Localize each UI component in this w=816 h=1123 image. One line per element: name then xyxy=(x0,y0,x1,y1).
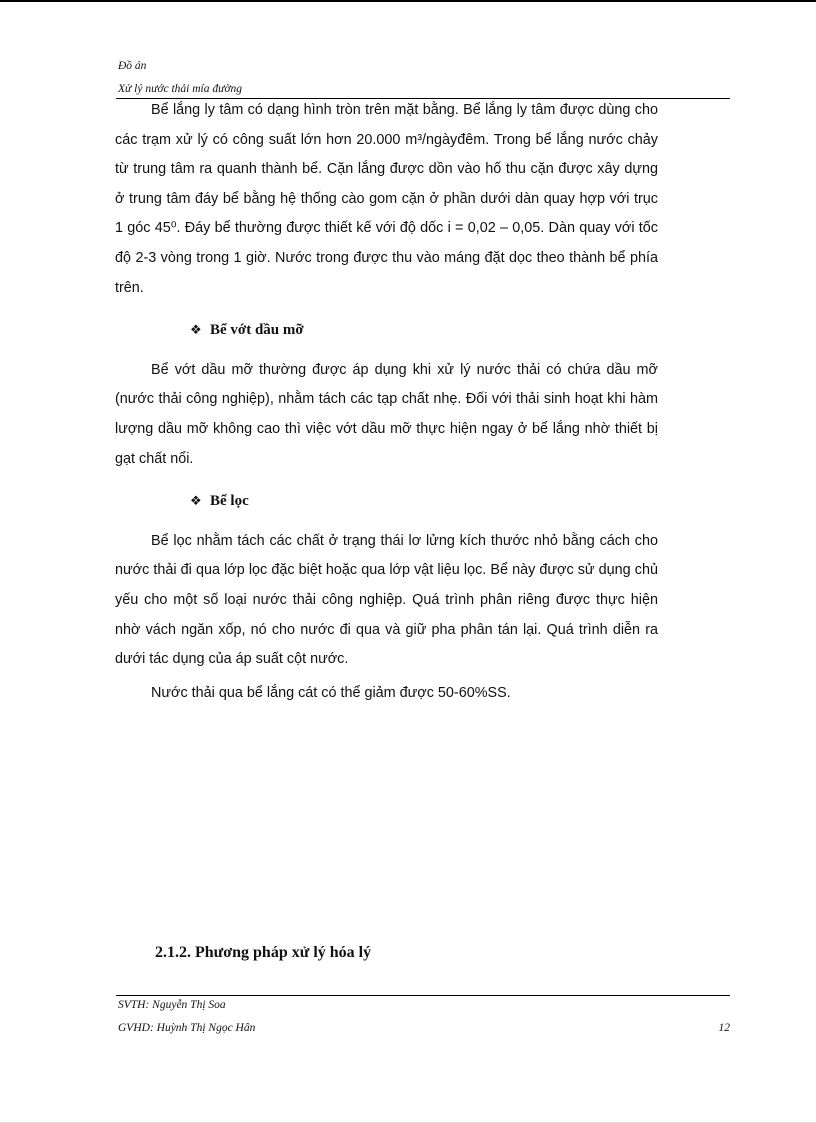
paragraph-sand-trap: Nước thải qua bể lắng cát có thể giảm được 50-60%SS. xyxy=(151,684,511,701)
subheading-grease-trap-label: Bể vớt dầu mỡ xyxy=(210,322,304,339)
top-border xyxy=(0,0,816,2)
header-title: Đồ án xyxy=(118,60,147,72)
document-body xyxy=(115,96,658,708)
footer-advisor: GVHD: Huỳnh Thị Ngọc Hân xyxy=(118,1022,256,1034)
page-header xyxy=(118,60,730,96)
section-heading: 2.1.2. Phương pháp xử lý hóa lý xyxy=(155,944,372,961)
page-footer xyxy=(118,999,730,1035)
footer-student: SVTH: Nguyễn Thị Soa xyxy=(118,999,226,1011)
subheading-grease-trap xyxy=(115,315,658,346)
diamond-bullet-icon: ❖ xyxy=(190,493,202,509)
page-number: 12 xyxy=(718,1022,730,1034)
paragraph-centrifugal-settling: Bể lắng ly tâm có dạng hình tròn trên mặt bằng. Bể lắng ly tâm được dùng cho các trạm xử lý có công suất lớn hơn 20.000 m³/ngàyđêm. Trong bể lắng nước chảy từ trung tâm ra quanh thành bể. Cặn lắng được dồn vào hố thu cặn được xây dựng ở trung tâm đáy bể bằng hệ thống cào gom cặn ở phần dưới dàn quay hợp với trục 1 góc 45⁰. Đáy bể thường được thiết kế với độ dốc i = 0,02 – 0,05. Dàn quay với tốc độ 2-3 vòng trong 1 giờ. Nước trong được thu vào máng đặt dọc theo thành bể phía trên. xyxy=(115,102,658,296)
header-subtitle: Xử lý nước thải mía đường xyxy=(118,83,243,95)
footer-divider xyxy=(116,995,730,996)
subheading-filter-tank-label: Bể lọc xyxy=(210,493,249,510)
diamond-bullet-icon: ❖ xyxy=(190,322,202,338)
paragraph-filter-tank: Bể lọc nhằm tách các chất ở trạng thái lơ lửng kích thước nhỏ bằng cách cho nước thải đi qua lớp lọc đặc biệt hoặc qua lớp vật liệu lọc. Bể này được sử dụng chủ yếu cho một số loại nước thải công nghiệp. Quá trình phân riêng được thực hiện nhờ vách ngăn xốp, nó cho nước đi qua và giữ pha phân tán lại. Quá trình diễn ra dưới tác dụng của áp suất cột nước. xyxy=(115,532,658,668)
subheading-filter-tank xyxy=(115,486,658,517)
paragraph-grease-trap: Bể vớt dầu mỡ thường được áp dụng khi xử lý nước thải có chứa dầu mỡ (nước thải công nghiệp), nhằm tách các tạp chất nhẹ. Đối với thải sinh hoạt khi hàm lượng dầu mỡ không cao thì việc vớt dầu mỡ thực hiện ngay ở bể lắng nhờ thiết bị gạt chất nổi. xyxy=(115,361,658,467)
